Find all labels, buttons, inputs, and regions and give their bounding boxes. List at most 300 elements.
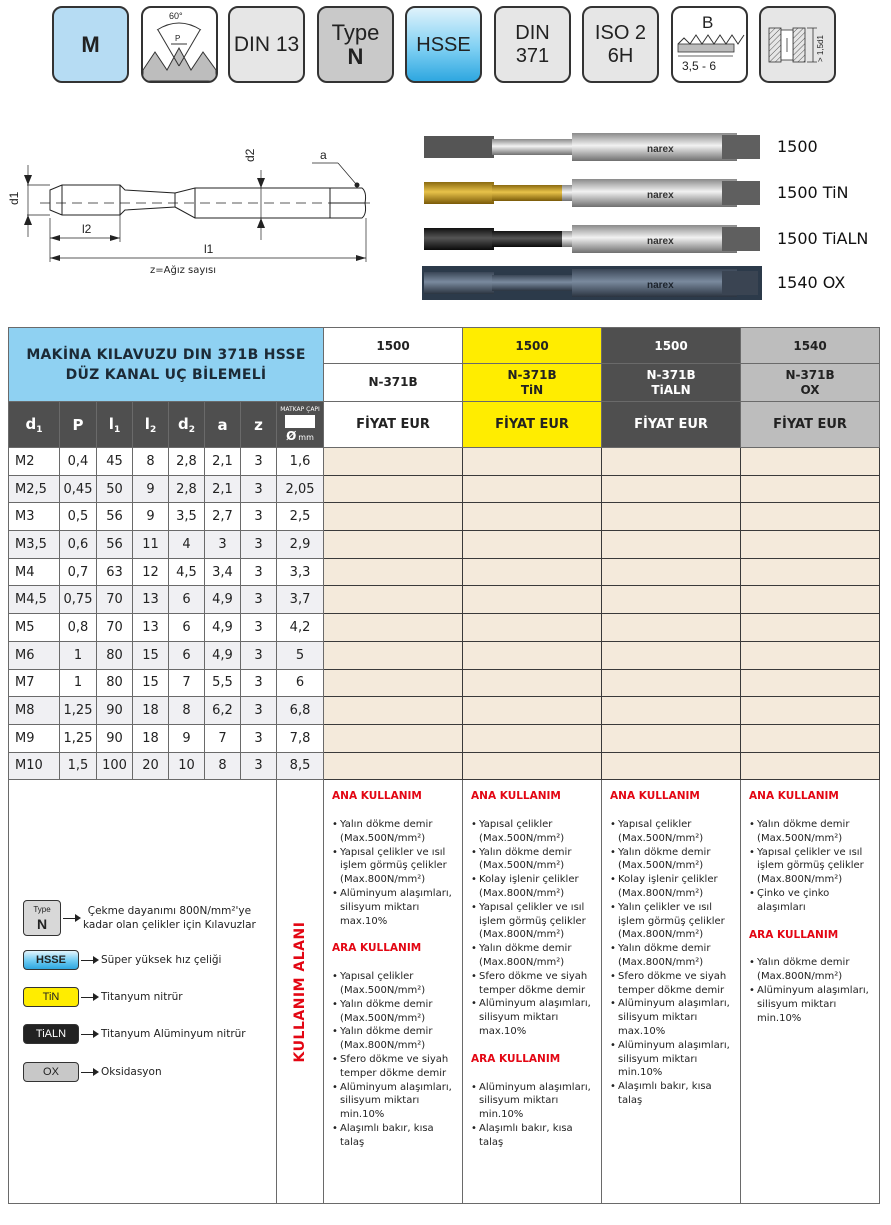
cell-drill: 6 bbox=[277, 669, 324, 697]
usage-list-item: • Yalın dökme demir (Max.500N/mm²) bbox=[332, 818, 458, 846]
tap-photo-uncoated bbox=[422, 130, 762, 164]
usage-list-item: • Yalın dökme demir (Max.500N/mm²) bbox=[471, 846, 597, 874]
usage-list-item: • Alaşımlı bakır, kısa talaş bbox=[332, 1122, 458, 1150]
usage-list-item: • Yapısal çelikler ve ısıl işlem görmüş çelikler (Max.800N/mm²) bbox=[749, 846, 875, 887]
cell-drill: 5 bbox=[277, 641, 324, 669]
cell-p: 1 bbox=[60, 641, 97, 669]
usage-list-item: • Alaşımlı bakır, kısa talaş bbox=[471, 1122, 597, 1150]
cell-p: 0,5 bbox=[60, 503, 97, 531]
usage-list-item: • Alaşımlı bakır, kısa talaş bbox=[610, 1080, 736, 1108]
arrow-right-icon bbox=[81, 997, 97, 999]
variant-code-1500-tialn: 1500 bbox=[602, 328, 741, 364]
hsse-badge bbox=[405, 6, 482, 83]
price-cell[interactable] bbox=[602, 614, 741, 642]
cell-z: 3 bbox=[241, 475, 277, 503]
cell-drill: 6,8 bbox=[277, 697, 324, 725]
usage-list-item: • Alüminyum alaşımları, silisyum miktarı max.10% bbox=[610, 997, 736, 1038]
cell-a: 2,7 bbox=[205, 503, 241, 531]
col-header-drill-diameter bbox=[277, 402, 324, 448]
usage-list-item: • Yalın dökme demir (Max.800N/mm²) bbox=[471, 942, 597, 970]
cell-z: 3 bbox=[241, 448, 277, 476]
cell-l1: 45 bbox=[97, 448, 133, 476]
cell-l2: 18 bbox=[133, 724, 169, 752]
table-title bbox=[9, 328, 324, 402]
thread-60-degree-icon bbox=[143, 8, 216, 81]
cell-l2: 15 bbox=[133, 669, 169, 697]
ox-legend-badge: OX bbox=[23, 1062, 79, 1082]
title-line2: DÜZ KANAL UÇ BİLEMELİ bbox=[65, 366, 267, 383]
variant-code-1500: 1500 bbox=[324, 328, 463, 364]
cell-a: 3,4 bbox=[205, 558, 241, 586]
svg-text:d2: d2 bbox=[243, 148, 257, 162]
price-cell[interactable] bbox=[602, 531, 741, 559]
cell-z: 3 bbox=[241, 669, 277, 697]
usage-row bbox=[9, 780, 880, 1204]
cell-d2: 4,5 bbox=[169, 558, 205, 586]
usage-list-item: • Yapısal çelikler ve ısıl işlem görmüş çelikler (Max.800N/mm²) bbox=[332, 846, 458, 887]
cell-a: 8 bbox=[205, 752, 241, 780]
price-cell[interactable] bbox=[324, 697, 463, 725]
variant-code-1500-tin: 1500 bbox=[463, 328, 602, 364]
cell-z: 3 bbox=[241, 586, 277, 614]
cell-l1: 80 bbox=[97, 641, 133, 669]
variant-name-n371b-ox: N-371B OX bbox=[741, 364, 880, 402]
price-cell[interactable] bbox=[463, 641, 602, 669]
cell-a: 5,5 bbox=[205, 669, 241, 697]
cell-p: 1,5 bbox=[60, 752, 97, 780]
cell-drill: 3,7 bbox=[277, 586, 324, 614]
cell-z: 3 bbox=[241, 724, 277, 752]
price-header-1500-tin: FİYAT EUR bbox=[463, 402, 602, 448]
cell-l2: 11 bbox=[133, 531, 169, 559]
cell-l1: 70 bbox=[97, 614, 133, 642]
usage-area-label: KULLANIM ALANI bbox=[292, 921, 309, 1063]
usage-list-item: • Alüminyum alaşımları, silisyum miktarı min.10% bbox=[610, 1039, 736, 1080]
price-cell[interactable] bbox=[602, 641, 741, 669]
cell-l1: 63 bbox=[97, 558, 133, 586]
price-cell[interactable] bbox=[463, 724, 602, 752]
usage-list-item: • Yalın dökme demir (Max.500N/mm²) bbox=[610, 846, 736, 874]
table-body bbox=[9, 448, 880, 780]
din13-label: DIN 13 bbox=[233, 33, 300, 56]
cell-d1: M3,5 bbox=[9, 531, 60, 559]
usage-list-item: • Yapısal çelikler (Max.500N/mm²) bbox=[332, 970, 458, 998]
svg-text:P: P bbox=[175, 34, 181, 43]
table-row bbox=[9, 614, 880, 642]
teeth-count-caption: z=Ağız sayısı bbox=[150, 265, 217, 276]
usage-list-item: • Yalın dökme demir (Max.500N/mm²) bbox=[749, 818, 875, 846]
price-cell[interactable] bbox=[741, 752, 880, 780]
product-1500 bbox=[420, 128, 890, 164]
cell-l2: 13 bbox=[133, 614, 169, 642]
usage-list-item: • Yapısal çelikler (Max.500N/mm²) bbox=[471, 818, 597, 846]
price-cell[interactable] bbox=[324, 586, 463, 614]
thread-profile-icon bbox=[141, 6, 218, 83]
cell-d1: M9 bbox=[9, 724, 60, 752]
col-header-d2: $d_2$ bbox=[169, 402, 205, 448]
variant-name-n371b: N-371B bbox=[324, 364, 463, 402]
cell-l1: 56 bbox=[97, 503, 133, 531]
din371-line2: 371 bbox=[515, 45, 550, 67]
usage-list-item: • Yalın dökme demir (Max.800N/mm²) bbox=[749, 956, 875, 984]
main-usage-heading: ANA KULLANIM bbox=[749, 790, 839, 803]
price-cell[interactable] bbox=[324, 448, 463, 476]
cell-drill: 8,5 bbox=[277, 752, 324, 780]
drill-title: MATKAP ÇAPI bbox=[280, 406, 320, 413]
price-cell[interactable] bbox=[602, 669, 741, 697]
tin-legend-badge: TiN bbox=[23, 987, 79, 1007]
cell-l1: 70 bbox=[97, 586, 133, 614]
product-label: 1500 bbox=[777, 137, 818, 156]
drill-icon bbox=[285, 415, 315, 428]
legend-type-n bbox=[23, 900, 256, 936]
price-cell[interactable] bbox=[741, 669, 880, 697]
tialn-legend-badge: TiALN bbox=[23, 1024, 79, 1044]
price-cell[interactable] bbox=[463, 558, 602, 586]
cell-p: 0,75 bbox=[60, 586, 97, 614]
svg-text:B: B bbox=[702, 13, 714, 32]
product-1500-tin bbox=[420, 174, 890, 210]
cell-l2: 12 bbox=[133, 558, 169, 586]
tialn-description: Titanyum Alüminyum nitrür bbox=[101, 1028, 246, 1041]
table-row bbox=[9, 669, 880, 697]
cell-d2: 6 bbox=[169, 641, 205, 669]
price-cell[interactable] bbox=[741, 503, 880, 531]
cell-drill: 2,5 bbox=[277, 503, 324, 531]
cell-l2: 8 bbox=[133, 448, 169, 476]
usage-list-item: • Sfero dökme ve siyah temper dökme demir bbox=[332, 1053, 458, 1081]
col-header-z: z bbox=[241, 402, 277, 448]
ox-description: Oksidasyon bbox=[101, 1066, 162, 1079]
cell-d1: M2,5 bbox=[9, 475, 60, 503]
cell-l2: 15 bbox=[133, 641, 169, 669]
main-usage-list bbox=[610, 818, 736, 1108]
main-usage-heading: ANA KULLANIM bbox=[332, 790, 422, 803]
hsse-label: HSSE bbox=[416, 33, 471, 56]
main-usage-heading: ANA KULLANIM bbox=[610, 790, 700, 803]
price-cell[interactable] bbox=[741, 697, 880, 725]
table-row bbox=[9, 531, 880, 559]
metric-label: M bbox=[81, 31, 100, 57]
cell-p: 0,6 bbox=[60, 531, 97, 559]
cell-l1: 100 bbox=[97, 752, 133, 780]
price-cell[interactable] bbox=[602, 724, 741, 752]
cell-d2: 2,8 bbox=[169, 475, 205, 503]
usage-list-item: • Yalın dökme demir (Max.800N/mm²) bbox=[610, 942, 736, 970]
usage-list-item: • Sfero dökme ve siyah temper dökme demir bbox=[610, 970, 736, 998]
col-header-d1: $d_1$ bbox=[9, 402, 60, 448]
thread-depth-icon bbox=[761, 8, 834, 81]
cell-l2: 13 bbox=[133, 586, 169, 614]
legend-tin bbox=[23, 987, 183, 1007]
cell-z: 3 bbox=[241, 558, 277, 586]
price-cell[interactable] bbox=[463, 586, 602, 614]
price-cell[interactable] bbox=[324, 531, 463, 559]
product-1500-tialn bbox=[420, 220, 890, 256]
price-cell[interactable] bbox=[602, 752, 741, 780]
cell-drill: 3,3 bbox=[277, 558, 324, 586]
cell-p: 0,8 bbox=[60, 614, 97, 642]
table-row bbox=[9, 586, 880, 614]
tap-spec-price-table bbox=[8, 327, 880, 1204]
price-cell[interactable] bbox=[463, 697, 602, 725]
price-cell[interactable] bbox=[463, 448, 602, 476]
price-cell[interactable] bbox=[324, 558, 463, 586]
through-hole-depth-badge bbox=[759, 6, 836, 83]
price-cell[interactable] bbox=[463, 503, 602, 531]
svg-text:narex: narex bbox=[647, 144, 674, 155]
usage-list-item: • Alüminyum alaşımları, silisyum miktarı max.10% bbox=[332, 887, 458, 928]
type-n-badge bbox=[317, 6, 394, 83]
product-label: 1500 TiN bbox=[777, 183, 849, 202]
hsse-legend-badge: HSSE bbox=[23, 950, 79, 970]
price-cell[interactable] bbox=[463, 475, 602, 503]
cell-a: 2,1 bbox=[205, 448, 241, 476]
din371-badge bbox=[494, 6, 571, 83]
legend-ox bbox=[23, 1062, 162, 1082]
secondary-usage-list bbox=[749, 956, 875, 1025]
price-cell[interactable] bbox=[741, 558, 880, 586]
secondary-usage-heading: ARA KULLANIM bbox=[749, 928, 839, 941]
usage-area-label-cell bbox=[277, 780, 324, 1204]
cell-d1: M4 bbox=[9, 558, 60, 586]
usage-col-1500-tialn bbox=[602, 780, 741, 1204]
type-label: Type bbox=[331, 19, 380, 45]
usage-col-1500-tin bbox=[463, 780, 602, 1204]
drill-unit: mm bbox=[298, 433, 314, 442]
arrow-right-icon bbox=[81, 960, 97, 962]
svg-text:l1: l1 bbox=[204, 242, 214, 256]
cell-p: 1,25 bbox=[60, 697, 97, 725]
main-usage-list bbox=[471, 818, 597, 1039]
price-cell[interactable] bbox=[324, 614, 463, 642]
secondary-usage-heading: ARA KULLANIM bbox=[332, 942, 422, 955]
cell-a: 7 bbox=[205, 724, 241, 752]
tap-photo-tialn bbox=[422, 222, 762, 256]
cell-d2: 6 bbox=[169, 614, 205, 642]
cell-l2: 20 bbox=[133, 752, 169, 780]
cell-l2: 18 bbox=[133, 697, 169, 725]
cell-p: 0,45 bbox=[60, 475, 97, 503]
title-line1: MAKİNA KILAVUZU DIN 371B HSSE bbox=[26, 346, 306, 363]
din371-line1: DIN bbox=[515, 22, 550, 44]
cell-z: 3 bbox=[241, 531, 277, 559]
cell-d2: 6 bbox=[169, 586, 205, 614]
cell-l2: 9 bbox=[133, 503, 169, 531]
metric-thread-badge bbox=[52, 6, 129, 83]
price-cell[interactable] bbox=[463, 752, 602, 780]
svg-text:narex: narex bbox=[647, 190, 674, 201]
usage-list-item: • Yalın çelikler ve ısıl işlem görmüş çelikler (Max.800N/mm²) bbox=[610, 901, 736, 942]
col-header-l2: $l_2$ bbox=[133, 402, 169, 448]
type-value: N bbox=[347, 43, 364, 69]
usage-list-item: • Kolay işlenir çelikler (Max.800N/mm²) bbox=[610, 873, 736, 901]
cell-d1: M6 bbox=[9, 641, 60, 669]
usage-col-1500 bbox=[324, 780, 463, 1204]
price-cell[interactable] bbox=[741, 448, 880, 476]
price-cell[interactable] bbox=[741, 724, 880, 752]
chamfer-b-icon bbox=[673, 8, 746, 81]
svg-text:narex: narex bbox=[647, 236, 674, 247]
cell-drill: 2,9 bbox=[277, 531, 324, 559]
price-cell[interactable] bbox=[741, 586, 880, 614]
main-usage-list bbox=[332, 818, 458, 928]
cell-a: 4,9 bbox=[205, 614, 241, 642]
price-cell[interactable] bbox=[324, 724, 463, 752]
price-cell[interactable] bbox=[602, 586, 741, 614]
usage-list-item: • Yalın dökme demir (Max.800N/mm²) bbox=[332, 1025, 458, 1053]
cell-l2: 9 bbox=[133, 475, 169, 503]
cell-p: 1,25 bbox=[60, 724, 97, 752]
cell-a: 4,9 bbox=[205, 641, 241, 669]
cell-d2: 2,8 bbox=[169, 448, 205, 476]
table-row bbox=[9, 475, 880, 503]
legend bbox=[9, 780, 277, 1204]
cell-d1: M8 bbox=[9, 697, 60, 725]
price-cell[interactable] bbox=[741, 614, 880, 642]
variant-name-n371b-tin: N-371B TiN bbox=[463, 364, 602, 402]
col-header-pitch: P bbox=[60, 402, 97, 448]
cell-d2: 8 bbox=[169, 697, 205, 725]
table-row bbox=[9, 503, 880, 531]
arrow-right-icon bbox=[81, 1034, 97, 1036]
price-cell[interactable] bbox=[324, 503, 463, 531]
col-header-l1: $l_1$ bbox=[97, 402, 133, 448]
table-row bbox=[9, 724, 880, 752]
usage-list-item: • Yapısal çelikler (Max.500N/mm²) bbox=[610, 818, 736, 846]
table-row bbox=[9, 448, 880, 476]
iso-line2: 6H bbox=[607, 45, 634, 67]
usage-list-item: • Alüminyum alaşımları, silisyum miktarı min.10% bbox=[749, 984, 875, 1025]
cell-drill: 2,05 bbox=[277, 475, 324, 503]
cell-drill: 7,8 bbox=[277, 724, 324, 752]
cell-d1: M5 bbox=[9, 614, 60, 642]
cell-d1: M7 bbox=[9, 669, 60, 697]
product-label: 1500 TiALN bbox=[777, 229, 869, 248]
arrow-right-icon bbox=[63, 918, 79, 920]
chamfer-form-badge bbox=[671, 6, 748, 83]
price-cell[interactable] bbox=[741, 641, 880, 669]
type-n-legend-badge: Type N bbox=[23, 900, 61, 936]
svg-text:a: a bbox=[320, 148, 327, 162]
usage-list-item: • Alüminyum alaşımları, silisyum miktarı min.10% bbox=[471, 1081, 597, 1122]
cell-z: 3 bbox=[241, 503, 277, 531]
price-cell[interactable] bbox=[602, 558, 741, 586]
usage-list-item: • Alüminyum alaşımları, silisyum miktarı max.10% bbox=[471, 997, 597, 1038]
diameter-icon: Ø bbox=[286, 429, 297, 443]
price-cell[interactable] bbox=[324, 752, 463, 780]
price-header-1540-ox: FİYAT EUR bbox=[741, 402, 880, 448]
price-cell[interactable] bbox=[324, 669, 463, 697]
iso2-6h-badge bbox=[582, 6, 659, 83]
cell-p: 0,7 bbox=[60, 558, 97, 586]
usage-col-1540-ox bbox=[741, 780, 880, 1204]
price-cell[interactable] bbox=[602, 503, 741, 531]
price-cell[interactable] bbox=[602, 448, 741, 476]
price-cell[interactable] bbox=[463, 531, 602, 559]
cell-d2: 3,5 bbox=[169, 503, 205, 531]
tap-photo-tin bbox=[422, 176, 762, 210]
iso-line1: ISO 2 bbox=[594, 22, 647, 44]
svg-text:> 1,5d1: > 1,5d1 bbox=[816, 35, 825, 62]
cell-a: 4,9 bbox=[205, 586, 241, 614]
cell-d2: 7 bbox=[169, 669, 205, 697]
variant-name-n371b-tialn: N-371B TiALN bbox=[602, 364, 741, 402]
legend-tialn bbox=[23, 1024, 246, 1044]
price-cell[interactable] bbox=[602, 475, 741, 503]
cell-d1: M10 bbox=[9, 752, 60, 780]
cell-d1: M3 bbox=[9, 503, 60, 531]
legend-hsse bbox=[23, 950, 221, 970]
price-cell[interactable] bbox=[602, 697, 741, 725]
cell-l1: 56 bbox=[97, 531, 133, 559]
col-header-a: a bbox=[205, 402, 241, 448]
table-row bbox=[9, 641, 880, 669]
usage-list-item: • Sfero dökme ve siyah temper dökme demir bbox=[471, 970, 597, 998]
price-header-1500: FİYAT EUR bbox=[324, 402, 463, 448]
secondary-usage-heading: ARA KULLANIM bbox=[471, 1052, 561, 1065]
price-cell[interactable] bbox=[741, 475, 880, 503]
svg-text:60°: 60° bbox=[169, 11, 183, 21]
cell-z: 3 bbox=[241, 752, 277, 780]
price-cell[interactable] bbox=[324, 641, 463, 669]
tap-photo-ox bbox=[422, 266, 762, 300]
product-1540-ox bbox=[420, 264, 890, 300]
cell-z: 3 bbox=[241, 641, 277, 669]
cell-l1: 90 bbox=[97, 697, 133, 725]
cell-a: 6,2 bbox=[205, 697, 241, 725]
usage-list-item: • Kolay işlenir çelikler (Max.800N/mm²) bbox=[471, 873, 597, 901]
main-usage-list bbox=[749, 818, 875, 915]
table-row bbox=[9, 558, 880, 586]
usage-list-item: • Yapısal çelikler ve ısıl işlem görmüş çelikler (Max.800N/mm²) bbox=[471, 901, 597, 942]
variant-code-1540-ox: 1540 bbox=[741, 328, 880, 364]
cell-z: 3 bbox=[241, 697, 277, 725]
product-label: 1540 OX bbox=[777, 273, 846, 292]
cell-p: 0,4 bbox=[60, 448, 97, 476]
secondary-usage-list bbox=[332, 970, 458, 1149]
cell-d2: 10 bbox=[169, 752, 205, 780]
cell-a: 3 bbox=[205, 531, 241, 559]
type-n-description: Çekme dayanımı 800N/mm²'ye kadar olan çelikler için Kılavuzlar bbox=[83, 905, 256, 932]
tin-description: Titanyum nitrür bbox=[101, 991, 183, 1004]
price-cell[interactable] bbox=[741, 531, 880, 559]
main-usage-heading: ANA KULLANIM bbox=[471, 790, 561, 803]
table-row bbox=[9, 697, 880, 725]
svg-text:narex: narex bbox=[647, 280, 674, 291]
price-cell[interactable] bbox=[463, 669, 602, 697]
cell-drill: 4,2 bbox=[277, 614, 324, 642]
usage-list-item: • Yalın dökme demir (Max.500N/mm²) bbox=[332, 998, 458, 1026]
svg-text:l2: l2 bbox=[82, 222, 92, 236]
cell-d2: 4 bbox=[169, 531, 205, 559]
price-cell[interactable] bbox=[324, 475, 463, 503]
price-header-1500-tialn: FİYAT EUR bbox=[602, 402, 741, 448]
din13-badge bbox=[228, 6, 305, 83]
cell-l1: 50 bbox=[97, 475, 133, 503]
cell-l1: 80 bbox=[97, 669, 133, 697]
cell-d1: M4,5 bbox=[9, 586, 60, 614]
cell-a: 2,1 bbox=[205, 475, 241, 503]
svg-text:d1: d1 bbox=[7, 191, 21, 205]
arrow-right-icon bbox=[81, 1072, 97, 1074]
cell-l1: 90 bbox=[97, 724, 133, 752]
table-row bbox=[9, 752, 880, 780]
cell-d1: M2 bbox=[9, 448, 60, 476]
cell-z: 3 bbox=[241, 614, 277, 642]
cell-d2: 9 bbox=[169, 724, 205, 752]
price-cell[interactable] bbox=[463, 614, 602, 642]
